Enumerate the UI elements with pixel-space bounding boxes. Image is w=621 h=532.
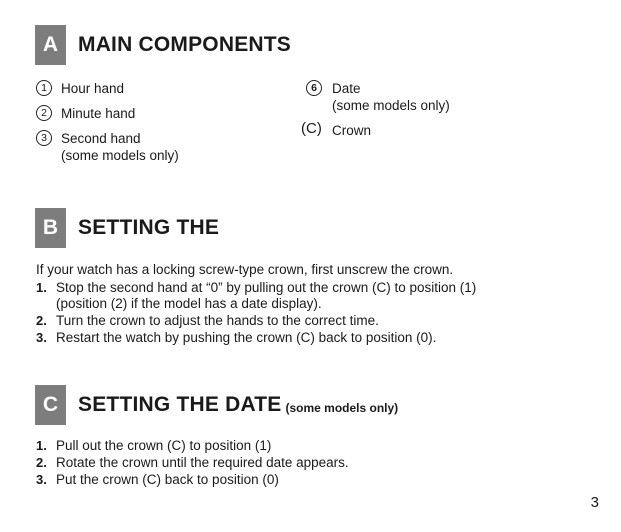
step-c3-number: 3. xyxy=(36,472,47,487)
component-number-6: 6 xyxy=(306,80,322,96)
component-note-date: (some models only) xyxy=(332,98,450,113)
step-c1-text: Pull out the crown (C) to position (1) xyxy=(56,438,272,453)
page-number: 3 xyxy=(590,494,599,511)
component-label-crown: Crown xyxy=(332,123,372,138)
step-c2-number: 2. xyxy=(36,455,47,470)
section-b-header xyxy=(35,208,219,248)
section-b-intro: If your watch has a locking screw-type crown, first unscrew the crown. xyxy=(36,262,454,277)
section-b-badge: B xyxy=(35,208,66,248)
section-c-subtitle: (some models only) xyxy=(285,401,399,415)
component-label-hour-hand: Hour hand xyxy=(61,81,125,96)
step-b1-text: Stop the second hand at “0” by pulling out the crown (C) to position (1) xyxy=(56,280,477,295)
section-a-title: MAIN COMPONENTS xyxy=(78,33,291,56)
component-number-1: 1 xyxy=(36,80,52,96)
component-letter-c: (C) xyxy=(301,120,322,137)
step-c1-number: 1. xyxy=(36,438,47,453)
component-label-second-hand: Second hand xyxy=(61,131,141,146)
component-number-3: 3 xyxy=(36,130,52,146)
section-a-badge: A xyxy=(35,25,66,65)
section-c-header xyxy=(35,385,398,425)
step-b2-text: Turn the crown to adjust the hands to the correct time. xyxy=(56,313,379,328)
component-note-second-hand: (some models only) xyxy=(61,148,179,163)
step-b3-text: Restart the watch by pushing the crown (C) back to position (0). xyxy=(56,330,437,345)
step-b1-number: 1. xyxy=(36,280,47,295)
component-number-2: 2 xyxy=(36,105,52,121)
step-b2-number: 2. xyxy=(36,313,47,328)
step-b3-number: 3. xyxy=(36,330,47,345)
step-c2-text: Rotate the crown until the required date appears. xyxy=(56,455,349,470)
section-c-title: SETTING THE DATE xyxy=(78,393,282,416)
component-label-minute-hand: Minute hand xyxy=(61,106,136,121)
section-b-title: SETTING THE xyxy=(78,216,220,239)
section-c-badge: C xyxy=(35,385,66,425)
step-c3-text: Put the crown (C) back to position (0) xyxy=(56,472,279,487)
section-a-header xyxy=(35,25,291,65)
component-label-date: Date xyxy=(332,81,361,96)
step-b1-text-cont: (position (2) if the model has a date display). xyxy=(56,296,322,311)
